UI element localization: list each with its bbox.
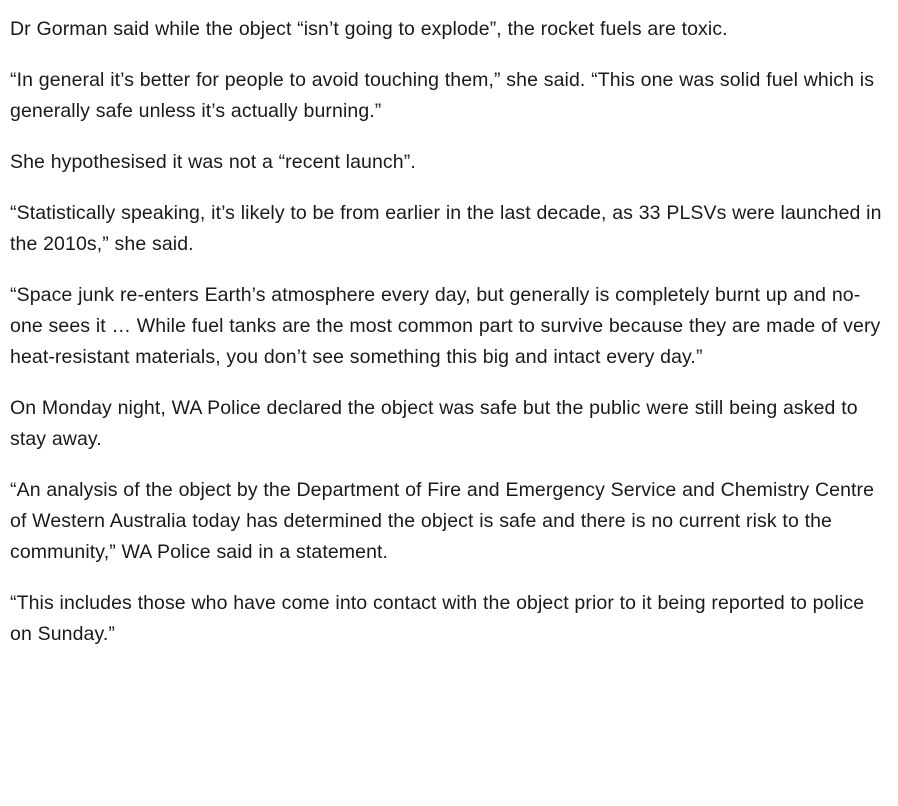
article-paragraph: She hypothesised it was not a “recent launch”. xyxy=(10,151,416,173)
article-paragraph: “Space junk re-enters Earth’s atmosphere every day, but generally is completely burnt up and no-one sees it … While fuel tanks are the most common part to survive because they are made of very heat-resistant materials, you don’t see something this big and intact every day.” xyxy=(10,284,881,368)
article-paragraph: Dr Gorman said while the object “isn’t going to explode”, the rocket fuels are toxic. xyxy=(10,18,728,40)
article-paragraph: “Statistically speaking, it’s likely to be from earlier in the last decade, as 33 PLSVs were launched in the 2010s,” she said. xyxy=(10,202,882,255)
article-paragraph: “This includes those who have come into contact with the object prior to it being reported to police on Sunday.” xyxy=(10,592,865,645)
article-paragraph: “In general it’s better for people to avoid touching them,” she said. “This one was solid fuel which is generally safe unless it’s actually burning.” xyxy=(10,69,875,122)
article-paragraph: On Monday night, WA Police declared the object was safe but the public were still being asked to stay away. xyxy=(10,397,858,450)
article-paragraph: “An analysis of the object by the Department of Fire and Emergency Service and Chemistry Centre of Western Australia today has determined the object is safe and there is no current risk to the community,” WA Police said in a statement. xyxy=(10,479,875,563)
